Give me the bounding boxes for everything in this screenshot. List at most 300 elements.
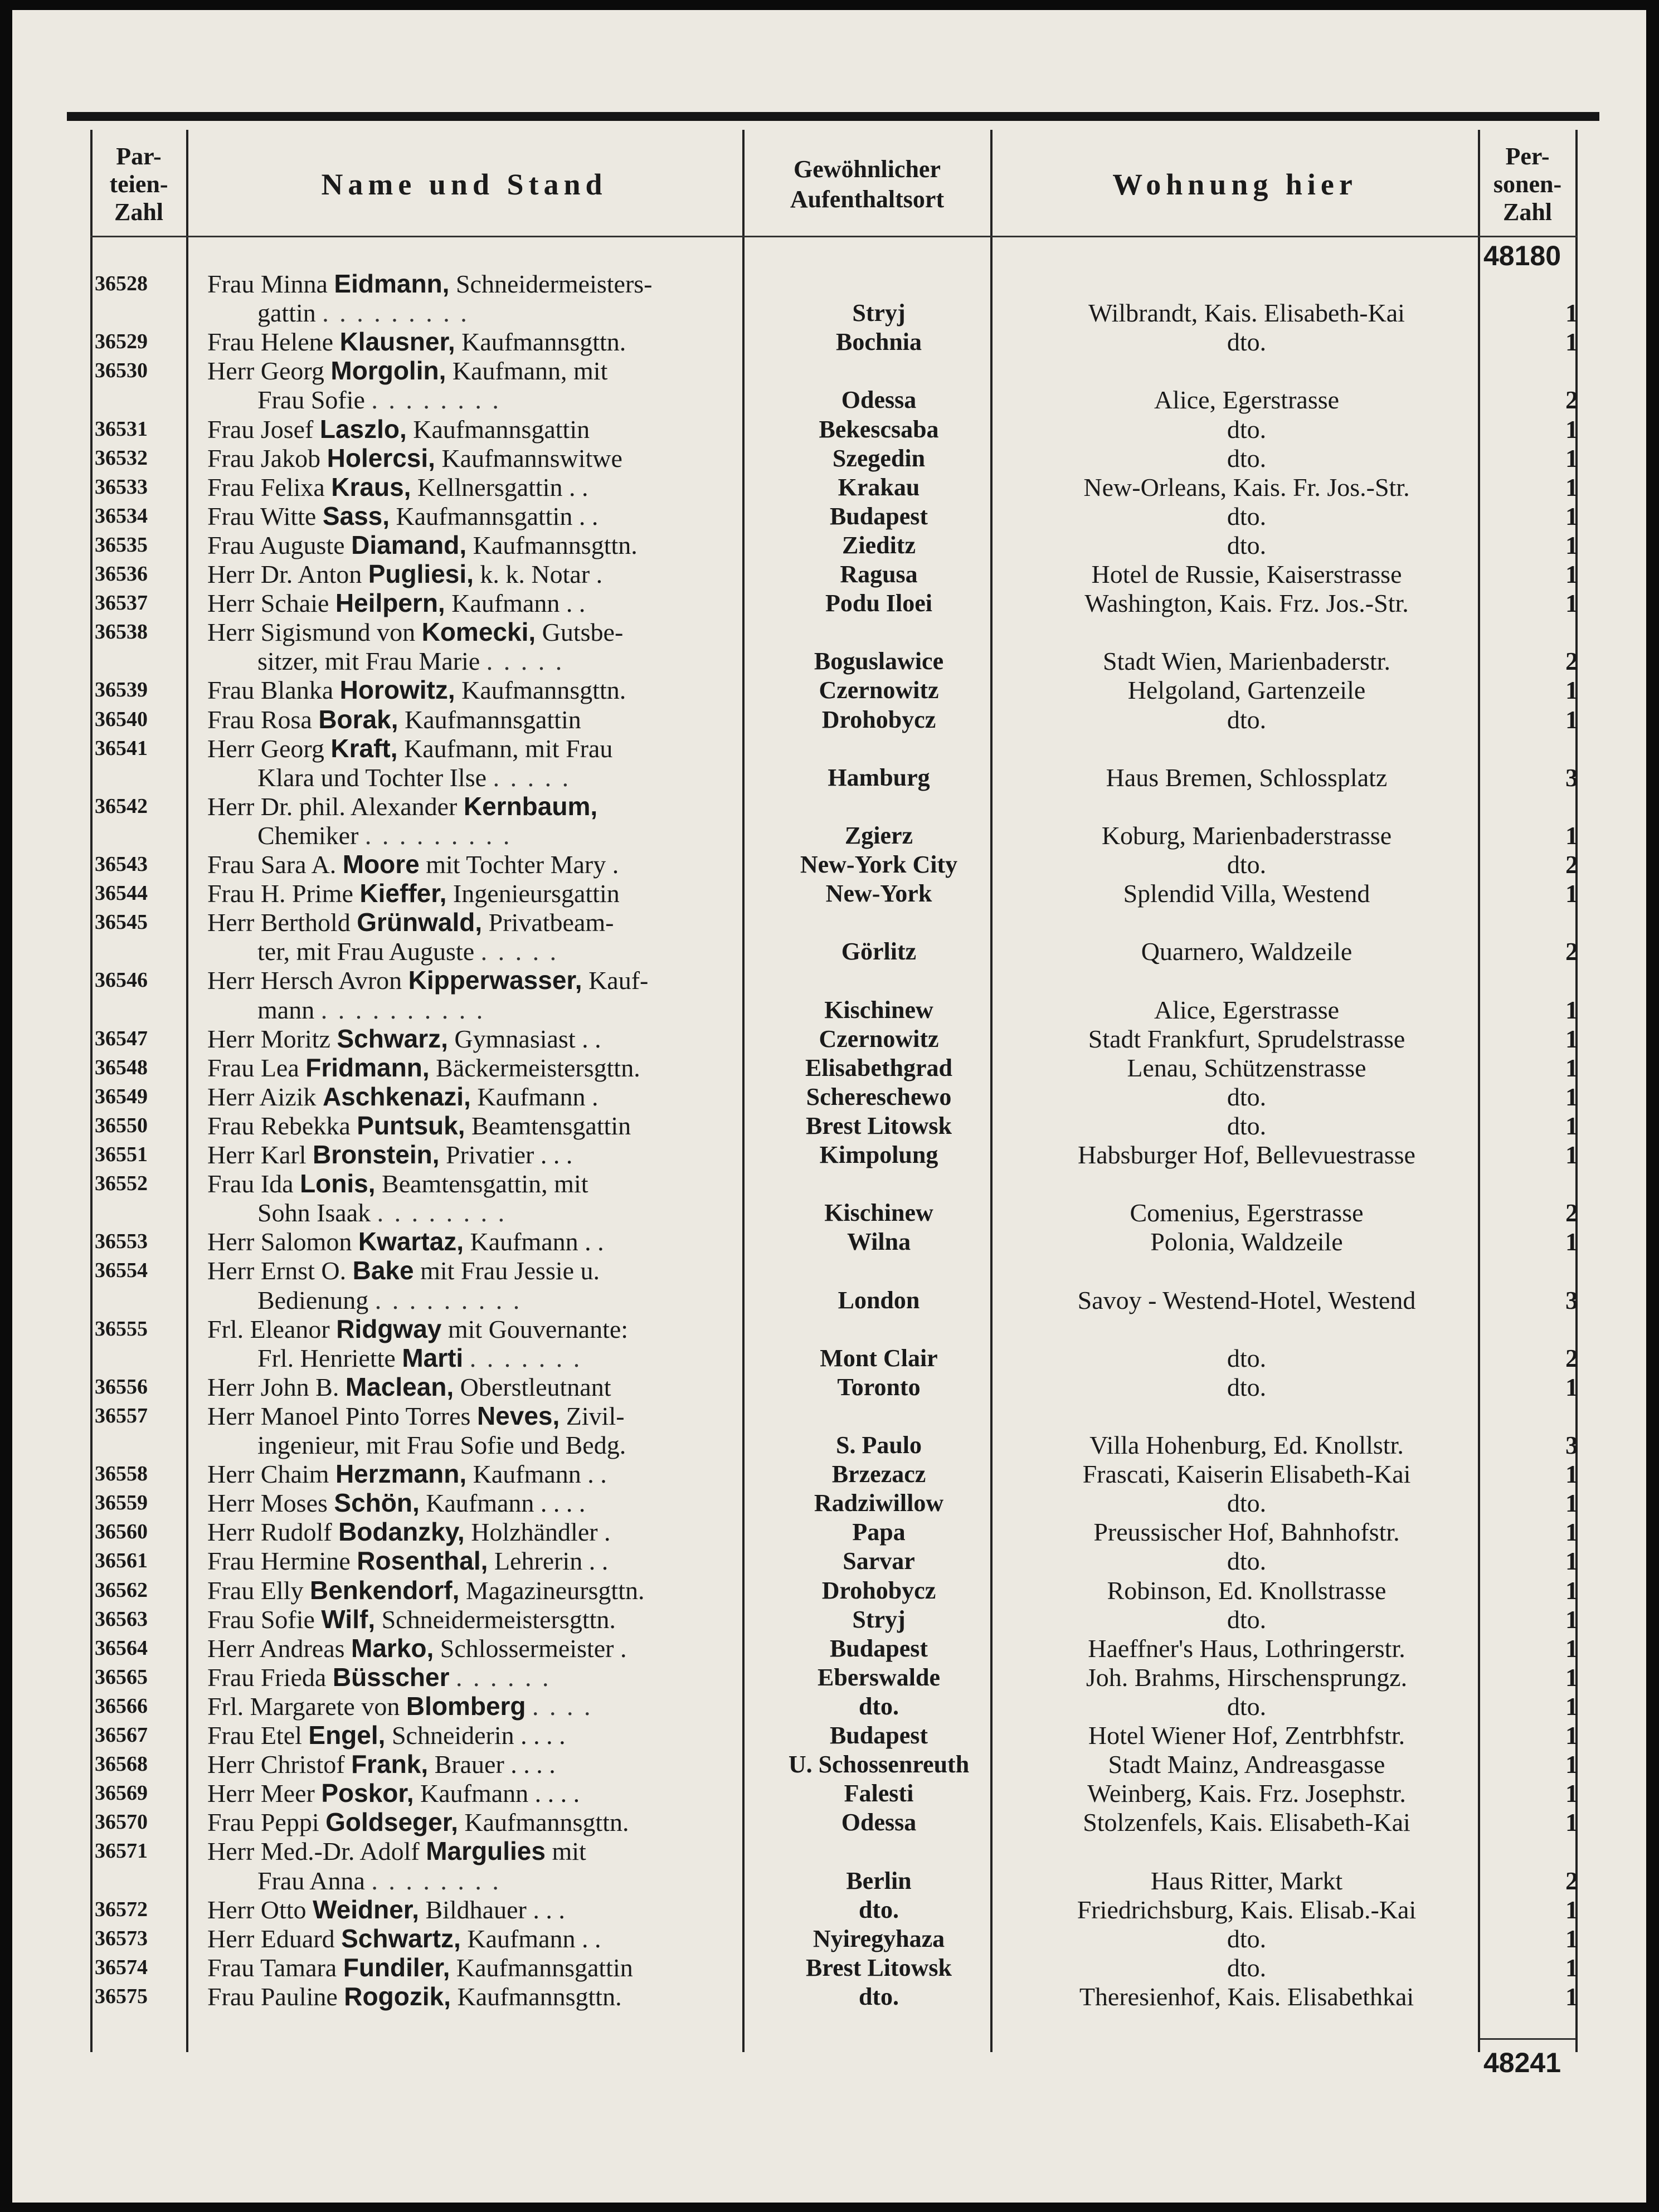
surname: Engel, xyxy=(308,1721,386,1750)
name-and-status xyxy=(257,1343,815,1373)
party-number: 36539 xyxy=(95,678,148,702)
leader-dots: . . . . . . . . . xyxy=(374,1285,522,1314)
local-address: dto. xyxy=(1227,1605,1267,1634)
party-number: 36557 xyxy=(95,1404,148,1427)
surname: Aschkenazi, xyxy=(322,1081,471,1111)
occupation: Kaufmannsgttn. xyxy=(473,530,638,559)
leader-dots: . . . . . . . . . . xyxy=(320,995,485,1024)
surname: Puntsuk, xyxy=(357,1110,465,1140)
table-row xyxy=(12,617,1646,647)
person-count: 1 xyxy=(1565,328,1578,357)
leader-dots: . . . . . xyxy=(486,647,565,676)
person-count: 2 xyxy=(1565,1866,1578,1895)
local-address: Stadt Wien, Marienbaderstr. xyxy=(1103,647,1390,676)
surname: Kernbaum, xyxy=(463,791,598,821)
given-name: Frau Auguste xyxy=(207,530,345,559)
table-row xyxy=(12,1721,1646,1750)
name-and-status xyxy=(257,298,815,328)
given-name: Herr Georg xyxy=(207,734,324,763)
name-and-status xyxy=(207,1807,765,1837)
given-name: Herr Schaie xyxy=(207,589,329,618)
occupation: Kaufmannsgattin . . xyxy=(396,501,599,530)
leader-dots: . . . . . . . . xyxy=(371,1866,501,1895)
usual-residence: Czernowitz xyxy=(819,676,939,704)
usual-residence: Kimpolung xyxy=(819,1141,938,1168)
surname: Schön, xyxy=(334,1488,420,1518)
name-and-status xyxy=(207,1663,765,1692)
local-address: Villa Hohenburg, Ed. Knollstr. xyxy=(1089,1431,1404,1459)
table-row xyxy=(12,908,1646,937)
surname: Bodanzky, xyxy=(338,1517,465,1547)
given-name: Herr Salomon xyxy=(207,1227,352,1256)
table-row xyxy=(12,385,1646,415)
party-number: 36552 xyxy=(95,1172,148,1196)
surname: Eidmann, xyxy=(334,269,450,298)
name-and-status xyxy=(257,1198,815,1227)
party-number: 36541 xyxy=(95,736,148,760)
given-name: Herr Andreas xyxy=(207,1634,345,1663)
local-address: dto. xyxy=(1227,1692,1267,1721)
party-number: 36550 xyxy=(95,1113,148,1137)
occupation: Lehrerin . . xyxy=(494,1547,609,1576)
name-and-status xyxy=(257,937,815,966)
name-and-status xyxy=(207,617,765,647)
person-count: 1 xyxy=(1565,1924,1578,1953)
given-name: gattin xyxy=(257,299,316,328)
party-number: 36532 xyxy=(95,446,148,470)
given-name: Herr Sigismund von xyxy=(207,618,416,647)
occupation: Beamtensgattin xyxy=(471,1111,631,1140)
local-address: Washington, Kais. Frz. Jos.-Str. xyxy=(1084,589,1409,618)
occupation: Kaufmannsgttn. xyxy=(464,1808,629,1837)
usual-residence: New-York City xyxy=(800,851,958,878)
usual-residence: Falesti xyxy=(844,1780,914,1807)
surname: Poskor, xyxy=(321,1779,414,1808)
given-name: Frau Jakob xyxy=(207,444,321,472)
name-and-status xyxy=(207,705,765,734)
person-count: 1 xyxy=(1565,1372,1578,1401)
person-count: 3 xyxy=(1565,1285,1578,1314)
surname: Schwartz, xyxy=(341,1923,461,1953)
occupation: Oberstleutnant xyxy=(460,1372,611,1401)
table-row xyxy=(12,1866,1646,1896)
person-count: 1 xyxy=(1565,1227,1578,1256)
surname: Klausner, xyxy=(339,327,455,357)
local-address: dto. xyxy=(1227,444,1267,472)
person-count: 2 xyxy=(1565,937,1578,966)
party-number: 36555 xyxy=(95,1317,148,1341)
name-and-status xyxy=(207,444,765,473)
name-and-status xyxy=(207,1517,765,1547)
final-total: 48241 xyxy=(1483,2047,1561,2078)
carry-over-total: 48180 xyxy=(1483,240,1561,271)
local-address: dto. xyxy=(1227,1924,1267,1953)
table-row xyxy=(12,1836,1646,1866)
local-address: Preussischer Hof, Bahnhofstr. xyxy=(1093,1518,1400,1547)
name-and-status xyxy=(207,1779,765,1808)
given-name: Herr Ernst O. xyxy=(207,1256,347,1285)
usual-residence: Budapest xyxy=(829,1634,928,1662)
surname: Kieffer, xyxy=(359,879,447,908)
table-row xyxy=(12,734,1646,763)
local-address: Stolzenfels, Kais. Elisabeth-Kai xyxy=(1083,1808,1410,1837)
total-rule xyxy=(1480,2038,1576,2040)
table-row xyxy=(12,472,1646,502)
given-name: Frau Josef xyxy=(207,415,314,444)
given-name: Herr Manoel Pinto Torres xyxy=(207,1401,471,1430)
occupation: Kauf- xyxy=(588,966,649,995)
name-and-status xyxy=(257,995,815,1025)
name-and-status xyxy=(207,1140,765,1170)
occupation: Kaufmann, mit Frau xyxy=(404,734,613,763)
given-name: Frau Sofie xyxy=(207,1605,315,1634)
table-row xyxy=(12,1053,1646,1083)
usual-residence: Kischinew xyxy=(824,1199,933,1227)
given-name: Herr Moses xyxy=(207,1489,328,1518)
table-row xyxy=(12,995,1646,1025)
occupation: Kaufmann . . xyxy=(467,1924,601,1953)
party-number: 36548 xyxy=(95,1055,148,1079)
table-row xyxy=(12,675,1646,705)
table-row xyxy=(12,530,1646,560)
occupation: Gymnasiast . . xyxy=(454,1024,601,1053)
local-address: Splendid Villa, Westend xyxy=(1123,879,1370,908)
name-and-status xyxy=(207,1401,765,1431)
local-address: Alice, Egerstrasse xyxy=(1154,995,1340,1024)
table-row xyxy=(12,966,1646,995)
given-name: Herr Aizik xyxy=(207,1082,317,1111)
surname: Kwartaz, xyxy=(358,1227,464,1256)
usual-residence: New-York xyxy=(825,880,932,908)
given-name: Frl. Eleanor xyxy=(207,1314,330,1343)
name-and-status xyxy=(207,1924,765,1953)
given-name: Frau Felixa xyxy=(207,472,325,501)
occupation: Kaufmannsgttn. xyxy=(461,676,626,705)
header-name-und-stand: Name und Stand xyxy=(321,167,607,201)
table-row xyxy=(12,1488,1646,1518)
person-count: 1 xyxy=(1565,1692,1578,1721)
given-name: Bedienung xyxy=(257,1285,369,1314)
table-row xyxy=(12,1285,1646,1315)
local-address: Hotel Wiener Hof, Zentrbhfstr. xyxy=(1088,1721,1405,1750)
name-and-status xyxy=(207,1982,765,2011)
usual-residence: Brest Litowsk xyxy=(806,1953,952,1981)
table-row xyxy=(12,937,1646,966)
surname: Rogozik, xyxy=(344,1981,451,2011)
local-address: Alice, Egerstrasse xyxy=(1154,386,1340,415)
usual-residence: Bekescsaba xyxy=(819,415,939,443)
table-row xyxy=(12,1576,1646,1605)
given-name: Herr Hersch Avron xyxy=(207,966,402,995)
surname: Bake xyxy=(352,1256,414,1285)
local-address: Haus Bremen, Schlossplatz xyxy=(1106,763,1388,792)
surname: Pugliesi, xyxy=(368,559,474,588)
usual-residence: Odessa xyxy=(841,1809,917,1836)
usual-residence: Hamburg xyxy=(828,763,930,791)
name-and-status xyxy=(257,1430,815,1460)
name-and-status xyxy=(257,646,815,676)
occupation: Holzhändler . xyxy=(471,1518,611,1547)
usual-residence: Radziwillow xyxy=(814,1489,944,1517)
party-number: 36563 xyxy=(95,1607,148,1631)
table-row xyxy=(12,1372,1646,1402)
party-number: 36542 xyxy=(95,794,148,818)
table-row xyxy=(12,356,1646,386)
party-number: 36574 xyxy=(95,1955,148,1979)
table-row xyxy=(12,1634,1646,1663)
name-and-status xyxy=(207,1721,765,1750)
local-address: Polonia, Waldzeile xyxy=(1150,1227,1343,1256)
top-rule xyxy=(67,112,1599,121)
local-address: dto. xyxy=(1227,328,1267,357)
name-and-status xyxy=(207,850,765,879)
given-name: Frau Hermine xyxy=(207,1547,351,1576)
table-row xyxy=(12,1692,1646,1721)
ledger-page xyxy=(12,10,1646,2203)
person-count: 2 xyxy=(1565,647,1578,676)
person-count: 1 xyxy=(1565,1576,1578,1605)
usual-residence: Drohobycz xyxy=(821,705,936,733)
local-address: Savoy - Westend-Hotel, Westend xyxy=(1077,1285,1416,1314)
name-and-status xyxy=(207,559,765,589)
given-name: Frau Peppi xyxy=(207,1808,319,1837)
surname: Büsscher xyxy=(332,1662,450,1692)
header-rule xyxy=(90,236,1577,237)
person-count: 1 xyxy=(1565,1721,1578,1750)
occupation: k. k. Notar . xyxy=(480,560,603,588)
name-and-status xyxy=(207,879,765,908)
person-count: 1 xyxy=(1565,1024,1578,1053)
given-name: Herr Otto xyxy=(207,1895,306,1924)
local-address: dto. xyxy=(1227,850,1267,879)
name-and-status xyxy=(207,1488,765,1518)
party-number: 36575 xyxy=(95,1984,148,2008)
surname: Goldseger, xyxy=(325,1807,458,1837)
usual-residence: Wilna xyxy=(846,1228,911,1256)
given-name: sitzer, mit Frau Marie xyxy=(257,647,480,676)
table-row xyxy=(12,879,1646,908)
name-and-status xyxy=(257,385,815,415)
occupation: Schneidermeistersgttn. xyxy=(381,1605,616,1634)
local-address: Weinberg, Kais. Frz. Josephstr. xyxy=(1087,1779,1406,1808)
name-and-status xyxy=(207,588,765,618)
person-count: 1 xyxy=(1565,1982,1578,2011)
local-address: dto. xyxy=(1227,705,1267,734)
usual-residence: S. Paulo xyxy=(835,1431,922,1459)
header-parteien-zahl: Par- teien- Zahl xyxy=(109,142,168,226)
local-address: dto. xyxy=(1227,1547,1267,1576)
given-name: Frau Lea xyxy=(207,1053,299,1082)
surname: Herzmann, xyxy=(335,1459,467,1489)
given-name: ter, mit Frau Auguste xyxy=(257,937,475,966)
party-number: 36546 xyxy=(95,968,148,992)
local-address: Joh. Brahms, Hirschensprungz. xyxy=(1086,1663,1408,1692)
name-and-status xyxy=(207,1546,765,1576)
local-address: Hotel de Russie, Kaiserstrasse xyxy=(1091,560,1402,588)
surname: Holercsi, xyxy=(327,443,435,472)
given-name: Herr Eduard xyxy=(207,1924,335,1953)
party-number: 36558 xyxy=(95,1462,148,1486)
person-count: 1 xyxy=(1565,1460,1578,1489)
usual-residence: Szegedin xyxy=(832,444,926,472)
local-address: Frascati, Kaiserin Elisabeth-Kai xyxy=(1082,1460,1411,1489)
party-number: 36553 xyxy=(95,1230,148,1254)
occupation: Zivil- xyxy=(566,1401,625,1430)
person-count: 2 xyxy=(1565,1198,1578,1227)
person-count: 1 xyxy=(1565,1489,1578,1518)
party-number: 36547 xyxy=(95,1026,148,1050)
surname: Margulies xyxy=(426,1836,546,1866)
given-name: Frau Rosa xyxy=(207,705,312,734)
name-and-status xyxy=(207,1576,765,1605)
usual-residence: Budapest xyxy=(829,1722,928,1749)
name-and-status xyxy=(207,1256,765,1285)
surname: Wilf, xyxy=(321,1604,376,1634)
person-count: 1 xyxy=(1565,472,1578,501)
party-number: 36562 xyxy=(95,1578,148,1602)
party-number: 36533 xyxy=(95,475,148,499)
usual-residence: Stryj xyxy=(852,1605,906,1633)
name-and-status xyxy=(207,1227,765,1256)
usual-residence: Zgierz xyxy=(844,821,913,849)
occupation: Kaufmann, mit xyxy=(452,357,608,386)
person-count: 2 xyxy=(1565,850,1578,879)
occupation: Privatbeam- xyxy=(488,908,614,937)
occupation: Kaufmannsgttn. xyxy=(457,1982,622,2011)
local-address: dto. xyxy=(1227,1489,1267,1518)
person-count: 1 xyxy=(1565,299,1578,328)
table-row xyxy=(12,1750,1646,1779)
local-address: dto. xyxy=(1227,1953,1267,1982)
occupation: mit Frau Jessie u. xyxy=(420,1256,600,1285)
party-number: 36544 xyxy=(95,881,148,905)
usual-residence: Papa xyxy=(852,1518,906,1546)
surname: Moore xyxy=(342,850,420,879)
table-row xyxy=(12,1953,1646,1982)
name-and-status xyxy=(207,472,765,502)
local-address: dto. xyxy=(1227,1082,1267,1111)
surname: Frank, xyxy=(351,1750,429,1779)
given-name: Herr Christof xyxy=(207,1750,345,1779)
local-address: dto. xyxy=(1227,1372,1267,1401)
name-and-status xyxy=(207,1459,765,1489)
table-row xyxy=(12,327,1646,357)
table-row xyxy=(12,1807,1646,1837)
table-row xyxy=(12,444,1646,473)
name-and-status xyxy=(257,763,815,792)
local-address: Habsburger Hof, Bellevuestrasse xyxy=(1078,1141,1415,1169)
name-and-status xyxy=(257,821,815,850)
person-count: 1 xyxy=(1565,821,1578,850)
name-and-status xyxy=(207,1314,765,1344)
person-count: 1 xyxy=(1565,995,1578,1024)
surname: Ridgway xyxy=(336,1314,442,1343)
surname: Komecki, xyxy=(421,617,536,647)
surname: Weidner, xyxy=(313,1894,419,1924)
given-name: Frau Ida xyxy=(207,1170,294,1198)
given-name: Sohn Isaak xyxy=(257,1198,371,1227)
name-and-status xyxy=(207,1111,765,1141)
occupation: mit Gouvernante: xyxy=(447,1314,629,1343)
name-and-status xyxy=(207,269,765,299)
party-number: 36568 xyxy=(95,1752,148,1776)
occupation: Kaufmann . . xyxy=(470,1227,604,1256)
occupation: Kaufmann . . . . xyxy=(420,1779,580,1808)
surname: Marko, xyxy=(351,1633,434,1663)
usual-residence: Odessa xyxy=(841,386,917,414)
occupation: mit xyxy=(552,1837,586,1866)
person-count: 2 xyxy=(1565,386,1578,415)
table-row xyxy=(12,705,1646,734)
given-name: Frau Pauline xyxy=(207,1982,338,2011)
name-and-status xyxy=(207,501,765,531)
name-and-status xyxy=(207,1634,765,1663)
leader-dots: . . . . . . . . . xyxy=(322,299,469,328)
leader-dots: . . . . . xyxy=(480,937,559,966)
given-name: Herr Moritz xyxy=(207,1024,330,1053)
name-and-status xyxy=(207,908,765,937)
given-name: Frau Etel xyxy=(207,1721,302,1750)
name-and-status xyxy=(207,1053,765,1083)
occupation: Schlossermeister . xyxy=(440,1634,627,1663)
person-count: 1 xyxy=(1565,1082,1578,1111)
surname: Maclean, xyxy=(345,1372,454,1401)
table-row xyxy=(12,1517,1646,1547)
occupation: Schneiderin . . . . xyxy=(391,1721,566,1750)
given-name: Frl. Henriette xyxy=(257,1343,396,1372)
occupation: Privatier . . . xyxy=(445,1141,573,1169)
given-name: Frau Rebekka xyxy=(207,1111,351,1140)
table-row xyxy=(12,1256,1646,1285)
table-row xyxy=(12,821,1646,850)
name-and-status xyxy=(207,1082,765,1112)
leader-dots: . . . . xyxy=(532,1692,593,1721)
table-row xyxy=(12,501,1646,531)
party-number: 36569 xyxy=(95,1781,148,1805)
surname: Laszlo, xyxy=(319,414,407,444)
table-row xyxy=(12,1895,1646,1924)
local-address: Stadt Mainz, Andreasgasse xyxy=(1108,1750,1385,1779)
local-address: Stadt Frankfurt, Sprudelstrasse xyxy=(1088,1024,1405,1053)
leader-dots: . . . . . . . . xyxy=(377,1198,507,1227)
usual-residence: Ragusa xyxy=(840,561,918,588)
occupation: Kaufmannsgattin xyxy=(413,415,590,444)
person-count: 1 xyxy=(1565,589,1578,618)
table-row xyxy=(12,559,1646,589)
occupation: Beamtensgattin, mit xyxy=(382,1170,588,1198)
party-number: 36566 xyxy=(95,1694,148,1718)
table-row xyxy=(12,1546,1646,1576)
local-address: Haeffner's Haus, Lothringerstr. xyxy=(1088,1634,1405,1663)
given-name: Frau Frieda xyxy=(207,1663,327,1692)
person-count: 1 xyxy=(1565,560,1578,588)
party-number: 36556 xyxy=(95,1375,148,1399)
usual-residence: Zieditz xyxy=(842,531,916,559)
occupation: Kellnersgattin . . xyxy=(417,472,588,501)
person-count: 3 xyxy=(1565,1431,1578,1459)
name-and-status xyxy=(207,1605,765,1634)
usual-residence: Toronto xyxy=(837,1373,921,1401)
party-number: 36559 xyxy=(95,1491,148,1515)
party-number: 36561 xyxy=(95,1549,148,1573)
occupation: Kaufmannsgattin xyxy=(405,705,581,734)
table-row xyxy=(12,763,1646,792)
party-number: 36554 xyxy=(95,1259,148,1283)
surname: Heilpern, xyxy=(335,588,445,618)
party-number: 36537 xyxy=(95,591,148,615)
surname: Rosenthal, xyxy=(357,1546,488,1576)
name-and-status xyxy=(207,1169,765,1198)
